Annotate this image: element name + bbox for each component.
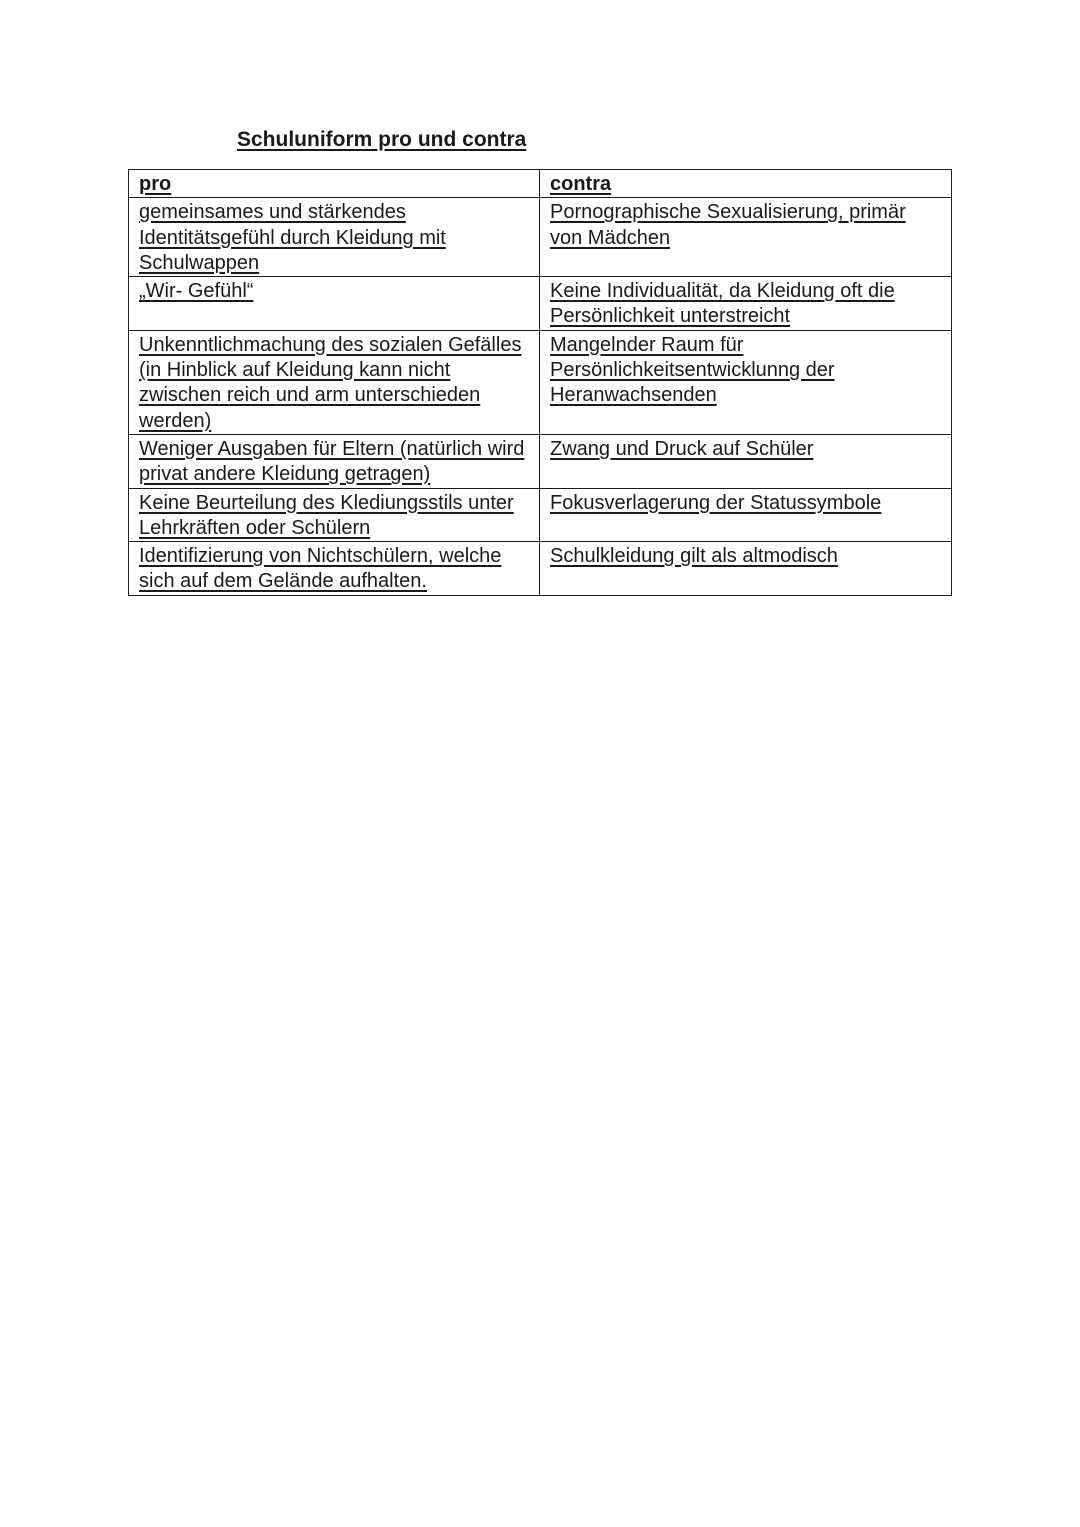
table-header-row bbox=[129, 170, 952, 198]
pro-cell: gemeinsames und stärkendes Identitätsgefühl durch Kleidung mit Schulwappen bbox=[129, 198, 540, 277]
pro-contra-table bbox=[128, 169, 952, 596]
contra-cell: Pornographische Sexualisierung, primär von Mädchen bbox=[540, 198, 952, 277]
pro-cell: Identifizierung von Nichtschülern, welche sich auf dem Gelände aufhalten. bbox=[129, 542, 540, 596]
header-pro: pro bbox=[129, 170, 540, 198]
table-row bbox=[129, 434, 952, 488]
header-contra: contra bbox=[540, 170, 952, 198]
table-row bbox=[129, 198, 952, 277]
pro-cell: Weniger Ausgaben für Eltern (natürlich wird privat andere Kleidung getragen) bbox=[129, 434, 540, 488]
table-row bbox=[129, 330, 952, 434]
contra-cell: Keine Individualität, da Kleidung oft die Persönlichkeit unterstreicht bbox=[540, 277, 952, 331]
contra-cell: Fokusverlagerung der Statussymbole bbox=[540, 488, 952, 542]
contra-cell: Schulkleidung gilt als altmodisch bbox=[540, 542, 952, 596]
contra-cell: Mangelnder Raum für Persönlichkeitsentwicklunng der Heranwachsenden bbox=[540, 330, 952, 434]
contra-cell: Zwang und Druck auf Schüler bbox=[540, 434, 952, 488]
table-row bbox=[129, 542, 952, 596]
pro-cell: Unkenntlichmachung des sozialen Gefälles (in Hinblick auf Kleidung kann nicht zwischen reich und arm unterschieden werden) bbox=[129, 330, 540, 434]
pro-cell: Keine Beurteilung des Klediungsstils unter Lehrkräften oder Schülern bbox=[129, 488, 540, 542]
document-title: Schuluniform pro und contra bbox=[237, 128, 527, 151]
pro-cell: „Wir- Gefühl“ bbox=[129, 277, 540, 331]
table-row bbox=[129, 488, 952, 542]
table-row bbox=[129, 277, 952, 331]
